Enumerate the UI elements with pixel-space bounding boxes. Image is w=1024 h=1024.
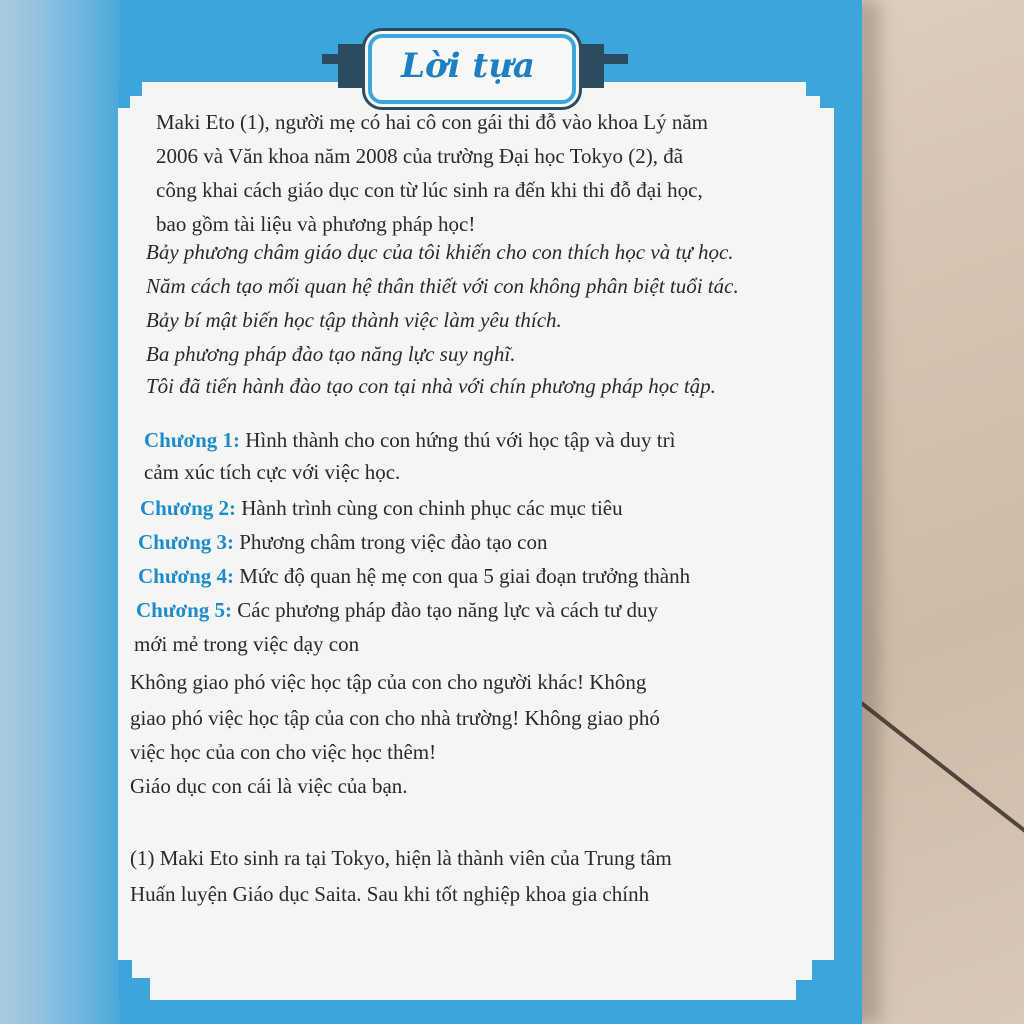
- chapter-label: Chương 2:: [140, 496, 236, 520]
- page-title: Lời tựa: [401, 46, 535, 86]
- closing-line: việc học của con cho việc học thêm!: [130, 740, 437, 764]
- chapter-5-cont: mới mẻ trong việc dạy con: [134, 632, 360, 656]
- corner-notch-bottom-right-2: [796, 980, 812, 1000]
- chapter-label: Chương 3:: [138, 530, 234, 554]
- footnote-line: Huấn luyện Giáo dục Saita. Sau khi tốt nghiệp khoa gia chính: [130, 882, 650, 906]
- chapter-text: Hành trình cùng con chinh phục các mục tiêu: [241, 496, 623, 520]
- closing-line: Giáo dục con cái là việc của bạn.: [130, 774, 408, 798]
- chapter-text: Hình thành cho con hứng thú với học tập và duy trì: [245, 428, 676, 452]
- chapter-text: Mức độ quan hệ mẹ con qua 5 giai đoạn trưởng thành: [239, 564, 691, 588]
- corner-notch-top-right-2: [820, 96, 834, 108]
- corner-notch-bottom-left: [118, 960, 132, 1000]
- italic-line: Năm cách tạo mối quan hệ thân thiết với con không phân biệt tuổi tác.: [146, 274, 739, 298]
- italic-line: Ba phương pháp đào tạo năng lực suy nghĩ.: [146, 342, 516, 366]
- corner-notch-top-left: [118, 82, 142, 96]
- title-deco-left-tab: [322, 54, 338, 64]
- chapter-label: Chương 1:: [144, 428, 240, 452]
- corner-notch-top-right: [806, 82, 834, 96]
- chapter-2: [140, 496, 623, 521]
- italic-line: Bảy bí mật biến học tập thành việc làm yêu thích.: [146, 308, 562, 332]
- intro-line: công khai cách giáo dục con từ lúc sinh ra đến khi thi đỗ đại học,: [156, 178, 703, 202]
- book-left-edge: [0, 0, 120, 1024]
- chapter-label: Chương 4:: [138, 564, 234, 588]
- chapter-4: [138, 564, 690, 589]
- footnote-line: (1) Maki Eto sinh ra tại Tokyo, hiện là thành viên của Trung tâm: [130, 846, 672, 870]
- chapter-text: Các phương pháp đào tạo năng lực và cách tư duy: [237, 598, 659, 622]
- corner-notch-bottom-left-2: [132, 978, 150, 1000]
- corner-notch-bottom-right: [812, 960, 834, 1000]
- chapter-text: Phương châm trong việc đào tạo con: [239, 530, 548, 554]
- closing-line: Không giao phó việc học tập của con cho người khác! Không: [130, 670, 647, 694]
- chapter-1: [144, 428, 675, 453]
- italic-line: Tôi đã tiến hành đào tạo con tại nhà với chín phương pháp học tập.: [146, 374, 716, 398]
- intro-line: 2006 và Văn khoa năm 2008 của trường Đại học Tokyo (2), đã: [156, 144, 684, 168]
- intro-line: Maki Eto (1), người mẹ có hai cô con gái thi đỗ vào khoa Lý năm: [156, 110, 709, 134]
- intro-line: bao gồm tài liệu và phương pháp học!: [156, 212, 476, 236]
- corner-notch-top-left-2: [118, 96, 130, 108]
- chapter-5: [136, 598, 658, 623]
- chapter-label: Chương 5:: [136, 598, 232, 622]
- chapter-1-cont: cảm xúc tích cực với việc học.: [144, 460, 401, 484]
- italic-line: Bảy phương châm giáo dục của tôi khiến cho con thích học và tự học.: [146, 240, 734, 264]
- title-deco-right-tab: [604, 54, 628, 64]
- closing-line: giao phó việc học tập của con cho nhà trường! Không giao phó: [130, 706, 660, 730]
- chapter-3: [138, 530, 548, 555]
- title-deco-left: [338, 44, 372, 88]
